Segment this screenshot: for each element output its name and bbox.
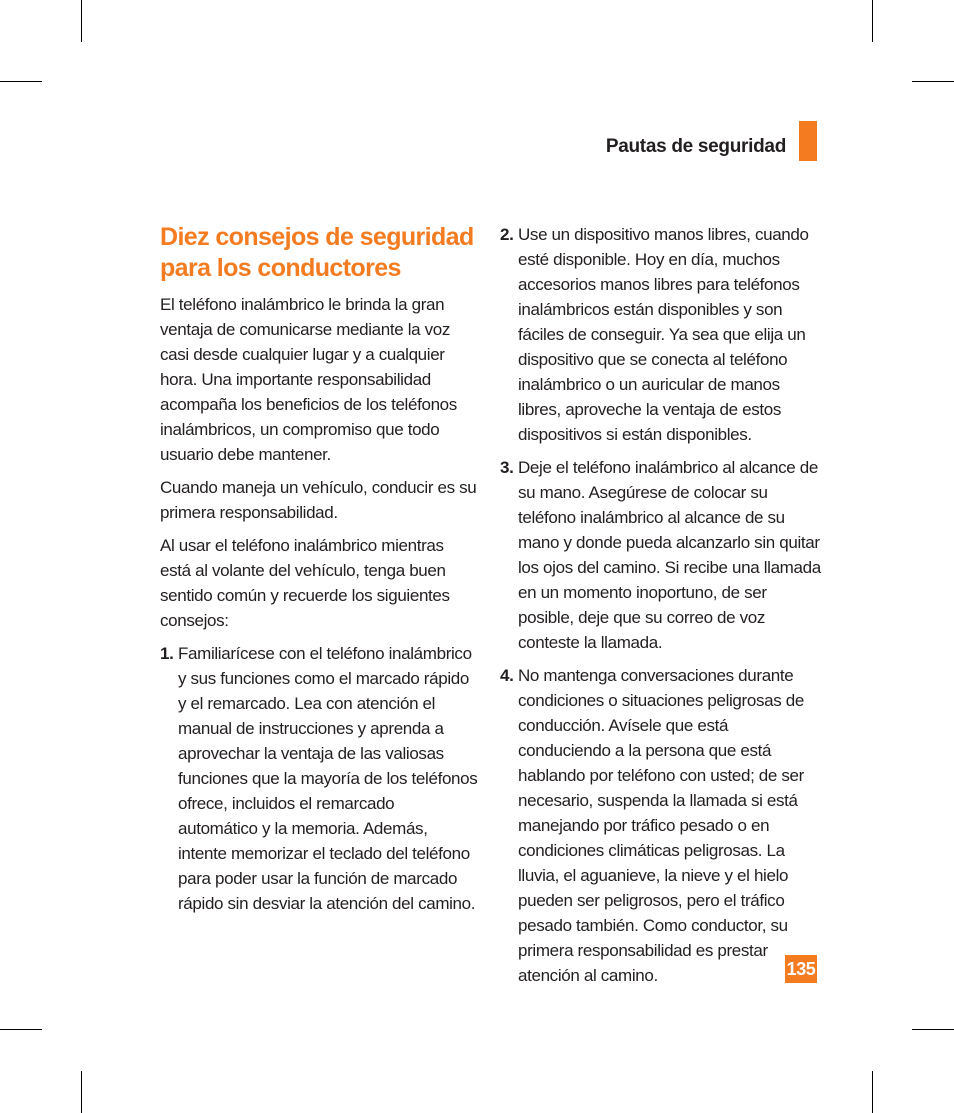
- heading-line-1: Diez consejos de seguridad: [160, 223, 474, 251]
- crop-mark: [872, 0, 873, 42]
- tip-number: 1.: [160, 644, 174, 663]
- section-heading: [160, 222, 478, 284]
- crop-mark: [81, 1071, 82, 1113]
- tip-item: [500, 455, 822, 655]
- tip-number: 2.: [500, 225, 514, 244]
- crop-mark: [0, 1029, 42, 1030]
- tip-text: Use un dispositivo manos libres, cuando esté disponible. Hoy en día, muchos accesorios manos libres para teléfonos inalámbricos están disponibles y son fáciles de conseguir. Ya sea que elija un dispositivo que se conecta al teléfono inalámbrico o un auricular de manos libres, aproveche la ventaja de estos dispositivos si están disponibles.: [518, 225, 809, 444]
- intro-paragraph: El teléfono inalámbrico le brinda la gran ventaja de comunicarse mediante la voz casi desde cualquier lugar y a cualquier hora. Una importante responsabilidad acompaña los beneficios de los teléfonos inalámbricos, un compromiso que todo usuario debe mantener.: [160, 295, 457, 464]
- header-accent-bar: [799, 121, 817, 161]
- tip-number: 4.: [500, 666, 514, 685]
- left-column: [160, 222, 478, 924]
- crop-mark: [912, 1029, 954, 1030]
- tip-item: [160, 641, 478, 916]
- running-header: Pautas de seguridad: [605, 136, 786, 157]
- right-column: [500, 222, 822, 996]
- tips-intro-paragraph: Al usar el teléfono inalámbrico mientras está al volante del vehículo, tenga buen sentido común y recuerde los siguientes consejos:: [160, 536, 450, 630]
- page-number: 135: [785, 955, 817, 983]
- crop-mark: [81, 0, 82, 42]
- heading-line-2: para los conductores: [160, 254, 401, 282]
- tip-text: No mantenga conversaciones durante condiciones o situaciones peligrosas de conducción. Avísele que está conduciendo a la persona que está hablando por teléfono con usted; de ser necesario, suspenda la llamada si está manejando por tráfico pesado o en condiciones climáticas peligrosas. La lluvia, el aguanieve, la nieve y el hielo pueden ser peligrosos, pero el tráfico pesado también. Como conductor, su primera responsabilidad es prestar atención al camino.: [518, 666, 804, 985]
- tip-item: [500, 663, 822, 988]
- tip-item: [500, 222, 822, 447]
- crop-mark: [912, 81, 954, 82]
- crop-mark: [872, 1071, 873, 1113]
- tip-text: Familiarícese con el teléfono inalámbrico y sus funciones como el marcado rápido y el remarcado. Lea con atención el manual de instrucciones y aprenda a aprovechar la ventaja de las valiosas funciones que la mayoría de los teléfonos ofrece, incluidos el remarcado automático y la memoria. Además, intente memorizar el teclado del teléfono para poder usar la función de marcado rápido sin desviar la atención del camino.: [178, 644, 478, 913]
- tip-text: Deje el teléfono inalámbrico al alcance de su mano. Asegúrese de colocar su teléfono inalámbrico al alcance de su mano y donde pueda alcanzarlo sin quitar los ojos del camino. Si recibe una llamada en un momento inoportuno, de ser posible, deje que su correo de voz conteste la llamada.: [518, 458, 821, 652]
- responsibility-paragraph: Cuando maneja un vehículo, conducir es su primera responsabilidad.: [160, 478, 477, 522]
- crop-mark: [0, 81, 42, 82]
- tip-number: 3.: [500, 458, 514, 477]
